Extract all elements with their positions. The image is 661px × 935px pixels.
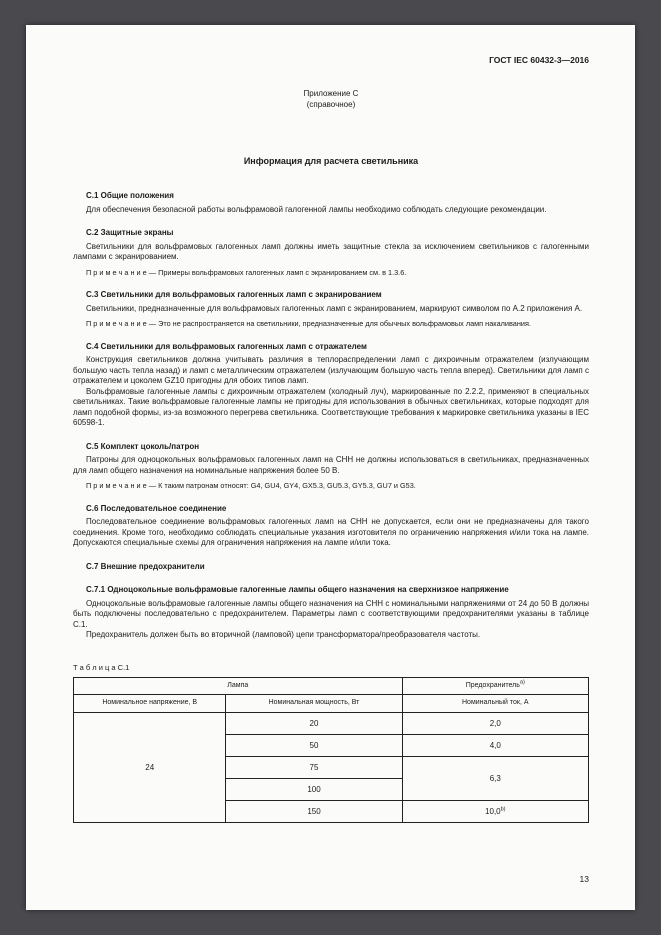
section-heading: С.3 Светильники для вольфрамовых галогенных ламп с экранированием [86, 290, 382, 299]
appendix-label: Приложение С [303, 89, 359, 98]
power-cell: 20 [226, 712, 402, 734]
doc-number: ГОСТ IEC 60432-3—2016 [489, 55, 589, 65]
section [73, 562, 589, 573]
current-cell: 6,3 [402, 756, 588, 800]
table-header-row-columns [74, 695, 589, 713]
section-heading: С.5 Комплект цоколь/патрон [86, 441, 200, 451]
page-number: 13 [579, 874, 589, 884]
paragraph: Конструкция светильников должна учитывать различия в теплораспределении ламп с дихроичным отражателем (излучающим большую часть тепла назад) и ламп с металлическим отражателем (излучающим большую часть тепла вперед). Светильники для ламп с отражателем и цоколем GZ10 пригодны для обоих типов ламп. [73, 355, 589, 385]
section [73, 342, 589, 429]
table-c1 [73, 677, 589, 823]
section-heading: С.6 Последовательное соединение [86, 503, 227, 513]
paragraph: Для обеспечения безопасной работы вольфрамовой галогенной лампы необходимо соблюдать следующие рекомендации. [86, 204, 547, 214]
table-header-row-groups [74, 677, 589, 695]
appendix-type: (справочное) [306, 99, 356, 109]
section [73, 504, 589, 549]
paragraph: Патроны для одноцокольных вольфрамовых галогенных ламп на СНН не должны использоваться в светильниках, предназначенных для ламп общего назначения на номинальные напряжения более 50 В. [73, 455, 589, 475]
voltage-cell: 24 [74, 712, 226, 822]
paragraph: Вольфрамовые галогенные лампы с дихроичным отражателем (холодный луч), маркированные по 2.2.2, применяют в специальных светильниках. Такие вольфрамовые галогенные лампы не пригодны для использования в обычных светильниках, которые подходят для ламп подобной формы, из-за возможного перегрева светильника. Соответствующие требования к маркировке светильника указаны в IEC 60598-1. [73, 386, 589, 427]
sections-container [73, 191, 589, 641]
current-cell: 4,0 [402, 734, 588, 756]
power-cell: 100 [226, 778, 402, 800]
header-lamp-group: Лампа [74, 677, 403, 695]
note-paragraph: П р и м е ч а н и е — Это не распространяется на светильники, предназначенные для обычных вольфрамовых ламп накаливания. [86, 319, 531, 328]
paragraph: Предохранитель должен быть во вторичной (ламповой) цепи трансформатора/преобразователя частоты. [86, 630, 481, 639]
header-fuse-group [402, 677, 588, 695]
section [73, 442, 589, 491]
section [73, 191, 589, 215]
current-cell: 2,0 [402, 712, 588, 734]
power-cell: 150 [226, 800, 402, 822]
power-cell: 75 [226, 756, 402, 778]
footnote-marker-b: b) [500, 805, 506, 812]
section-heading: С.4 Светильники для вольфрамовых галогенных ламп с отражателем [86, 341, 367, 351]
paragraph: Светильники для вольфрамовых галогенных ламп должны иметь защитные стекла за исключением светильников с галогенными лампами с экранированием. [73, 241, 589, 261]
header-power-column: Номинальная мощность, Вт [226, 695, 402, 713]
power-cell: 50 [226, 734, 402, 756]
header-voltage-column: Номинальное напряжение, В [74, 695, 226, 713]
current-cell: 10,0$^{b)}$ [402, 800, 588, 822]
paragraph: Одноцокольные вольфрамовые галогенные лампы общего назначения на СНН с номинальными напряжениями от 24 до 50 В должны быть подключены последовательно с предохранителем. Параметры ламп с соответствующими предохранителями указаны в таблице С.1. [73, 598, 589, 629]
table-row [74, 712, 589, 734]
table-caption: Т а б л и ц а С.1 [73, 662, 130, 672]
section [73, 585, 589, 641]
note-paragraph: П р и м е ч а н и е — Примеры вольфрамовых галогенных ламп с экранированием см. в 1.3.6. [86, 267, 407, 277]
section-heading: С.7 Внешние предохранители [86, 561, 205, 571]
header-current-column: Номинальный ток, А [402, 695, 588, 713]
header-fuse-label: Предохранитель [465, 681, 520, 689]
paragraph: Светильники, предназначенные для вольфрамовых галогенных ламп с экранированием, маркируют символом по А.2 приложения А. [86, 303, 583, 313]
section-heading: С.7.1 Одноцокольные вольфрамовые галогенные лампы общего назначения на сверхнизкое напряжение [86, 585, 509, 594]
paragraph: Последовательное соединение вольфрамовых галогенных ламп на СНН не допускается, если они не предназначены для такого соединения. Кроме того, необходимо соблюдать специальные указания изготовителя по ограничению напряжения и/или тока на лампе. Допускаются специальные схемы для ограничения напряжения на лампе и/или тока. [73, 517, 589, 547]
appendix-block [73, 89, 589, 110]
section-heading: С.2 Защитные экраны [86, 228, 174, 237]
section-heading: С.1 Общие положения [86, 191, 174, 200]
page-title: Информация для расчета светильника [243, 156, 419, 166]
note-paragraph: П р и м е ч а н и е — К таким патронам относят: G4, GU4, GY4, GX5.3, GU5.3, GY5.3, GU7 и G53. [86, 481, 416, 490]
footnote-marker-a: а) [519, 679, 525, 686]
section [73, 290, 589, 329]
document-page [26, 25, 635, 910]
section [73, 228, 589, 277]
